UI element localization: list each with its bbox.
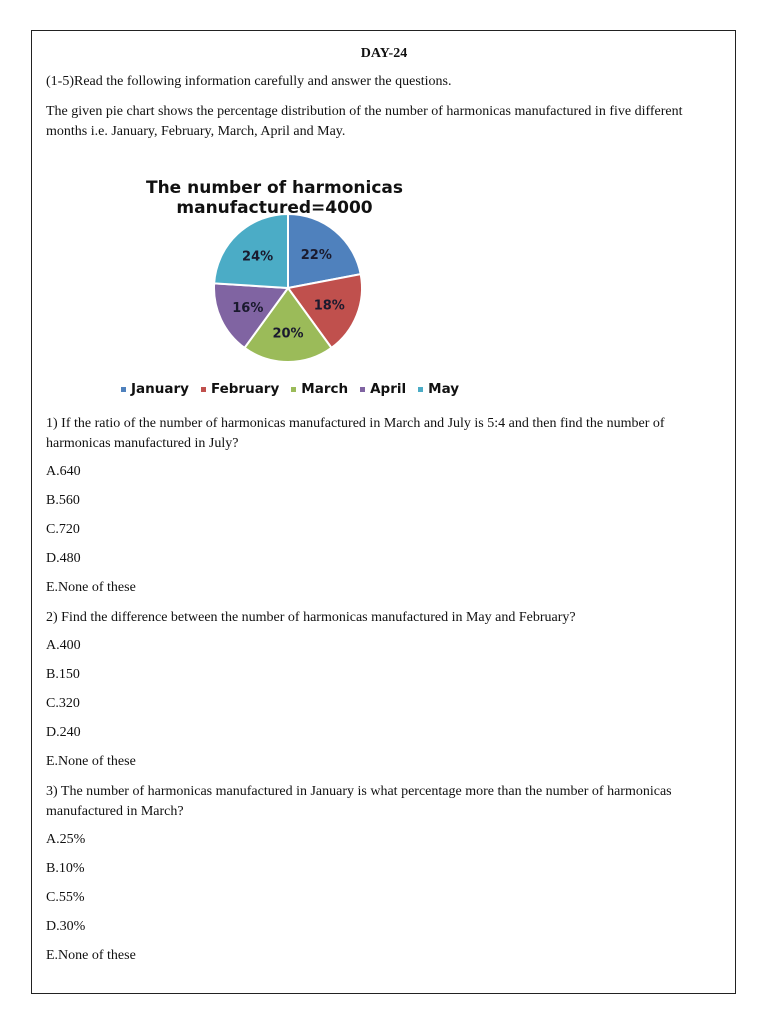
legend-swatch — [418, 387, 423, 392]
q1-option-b: B.560 — [46, 493, 80, 508]
chart-title-line1: The number of harmonicas — [145, 178, 403, 198]
question-2: 2) Find the difference between the number of harmonicas manufactured in May and February? — [46, 610, 576, 625]
q2-option-b: B.150 — [46, 667, 80, 682]
legend-item-april — [360, 380, 406, 400]
q2-option-d: D.240 — [46, 725, 81, 740]
q1-option-c: C.720 — [46, 522, 80, 537]
chart-legend — [121, 380, 459, 400]
page-border — [31, 30, 736, 994]
pie-label-may: 24% — [242, 249, 274, 265]
question-3: 3) The number of harmonicas manufactured in January is what percentage more than the number of harmonicas manufactured in March? — [46, 784, 672, 819]
chart-title-line2: manufactured=4000 — [176, 198, 373, 218]
q3-option-e: E.None of these — [46, 948, 136, 963]
pie-label-april: 16% — [232, 300, 264, 316]
legend-item-march — [291, 380, 348, 400]
pie-svg — [116, 178, 516, 378]
q2-option-e: E.None of these — [46, 754, 136, 769]
page-title: DAY-24 — [360, 46, 408, 61]
q1-option-d: D.480 — [46, 551, 81, 566]
legend-swatch — [360, 387, 365, 392]
legend-label: May — [428, 381, 460, 397]
q1-option-a: A.640 — [46, 464, 81, 479]
intro-instruction: (1-5)Read the following information carefully and answer the questions. — [46, 74, 452, 89]
pie-chart — [116, 178, 516, 398]
legend-label: February — [210, 381, 280, 397]
q2-option-c: C.320 — [46, 696, 80, 711]
q3-option-d: D.30% — [46, 919, 86, 934]
legend-label: January — [131, 381, 189, 397]
q2-option-a: A.400 — [46, 638, 81, 653]
legend-item-may — [418, 380, 459, 400]
legend-swatch — [291, 387, 296, 392]
legend-item-january — [121, 380, 189, 400]
pie-label-february: 18% — [313, 298, 345, 314]
q3-option-b: B.10% — [46, 861, 85, 876]
legend-swatch — [121, 387, 126, 392]
legend-item-february — [201, 380, 279, 400]
legend-label: April — [370, 381, 407, 397]
intro-description: The given pie chart shows the percentage distribution of the number of harmonicas manufactured in five different months i.e. January, February, March, April and May. — [46, 104, 683, 139]
question-1: 1) If the ratio of the number of harmonicas manufactured in March and July is 5:4 and then find the number of harmonicas manufactured in July? — [46, 416, 665, 451]
legend-swatch — [201, 387, 206, 392]
legend-label: March — [301, 381, 349, 397]
pie-label-january: 22% — [300, 247, 332, 263]
q3-option-c: C.55% — [46, 890, 85, 905]
q3-option-a: A.25% — [46, 832, 86, 847]
q1-option-e: E.None of these — [46, 580, 136, 595]
pie-label-march: 20% — [272, 326, 304, 342]
